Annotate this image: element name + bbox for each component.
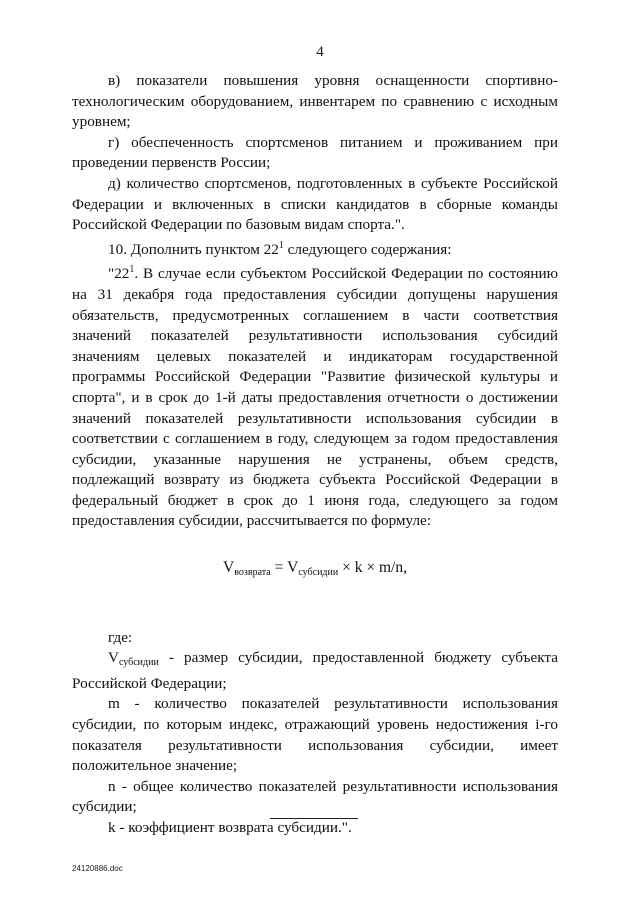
definition-v-text: - размер субсидии, предоставленной бюджету субъекта Российской Федерации; (72, 649, 558, 692)
item-v: в) показатели повышения уровня оснащенности спортивно-технологическим оборудованием, инвентарем по сравнению с исходным уровнем; (72, 72, 558, 131)
clause-10-superscript: 1 (278, 239, 284, 251)
definition-k: k - коэффициент возврата субсидии.". (108, 819, 352, 836)
definition-v-sub: субсидии (118, 657, 159, 669)
formula (72, 558, 558, 584)
definition-v-symbol: V (108, 649, 119, 667)
clause-10 (72, 236, 558, 261)
item-d: д) количество спортсменов, подготовленных в субъекте Российской Федерации и включенных в списки кандидатов в сборные команды Российской Федерации по базовым видам спорта.". (72, 174, 558, 234)
clause-10-text: 10. Дополнить пунктом 22 (108, 240, 279, 258)
clause-22-text: . В случае если субъектом Российской Федерации по состоянию на 31 декабря года предоставления субсидии допущены нарушения обязательств, предусмотренных соглашением в части соответствия значений показателей результативности использования субсидий значениям целевых показателей и индикаторам государственной программы Российской Федерации "Развитие физической культуры и спорта", и в срок до 1-й даты предоставления отчетности о достижении значений показателей результативности использования субсидии в соответствии с соглашением в году, следующем за годом предоставления субсидии, указанные нарушения не устранены, объем средств, подлежащий возврату из бюджета субъекта Российской Федерации в федеральный бюджет в срок до 1 июня года, следующего за годом предоставления субсидии, рассчитывается по формуле: (72, 265, 558, 530)
page-number: 4 (316, 44, 324, 60)
end-rule (270, 818, 358, 819)
clause-10-text-after: следующего содержания: (283, 240, 452, 258)
clause-22-superscript: 1 (129, 264, 135, 276)
definition-n: n - общее количество показателей результативности использования субсидии; (72, 777, 558, 816)
definition-m: m - количество показателей результативности использования субсидии, по которым индекс, отражающий уровень недостижения i-го показателя результативности использования субсидии, имеет положительное значение; (72, 695, 558, 775)
formula-v1: V (223, 559, 235, 577)
definition-v (72, 648, 558, 694)
formula-rest: × k × m/n, (338, 559, 407, 577)
footer-filename: 24120886.doc (72, 864, 123, 873)
document-body (72, 71, 558, 839)
clause-22-prefix: "22 (108, 265, 130, 283)
clause-22 (72, 260, 558, 532)
formula-mid: = V (270, 559, 299, 577)
formula-sub2: субсидии (298, 567, 339, 579)
where-label: где: (108, 628, 133, 646)
formula-sub1: возврата (234, 567, 271, 579)
item-g: г) обеспеченность спортсменов питанием и проживанием при проведении первенств России; (72, 133, 558, 172)
